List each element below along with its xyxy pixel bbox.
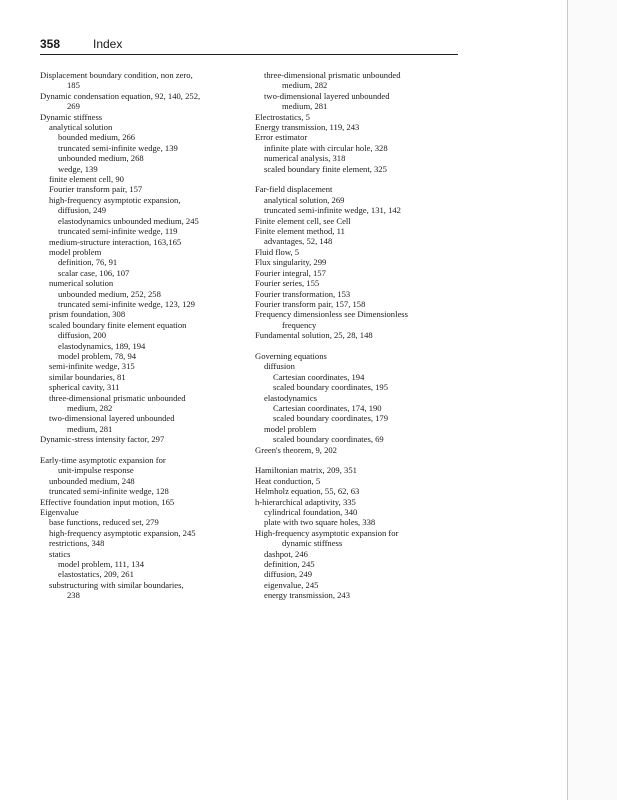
index-entry: Early-time asymptotic expansion for	[40, 455, 166, 466]
header-rule	[40, 54, 458, 55]
index-entry: Dynamic-stress intensity factor, 297	[40, 434, 165, 445]
page-number: 358	[40, 37, 61, 51]
index-entry: two-dimensional layered unbounded	[264, 90, 390, 101]
page-edge-rule	[567, 0, 568, 800]
index-entry: base functions, reduced set, 279	[49, 517, 159, 528]
index-entry: elastodynamics	[264, 392, 317, 403]
index-entry: dynamic stiffness	[282, 538, 343, 549]
index-group-gap	[255, 455, 465, 465]
index-entry: numerical solution	[49, 278, 114, 289]
index-entry: scaled boundary coordinates, 195	[273, 382, 389, 393]
running-head: Index	[93, 37, 123, 51]
index-entry: spherical cavity, 311	[49, 382, 120, 393]
index-entry: Effective foundation input motion, 165	[40, 496, 175, 507]
index-entry: Frequency dimensionless see Dimensionless	[255, 309, 408, 320]
index-entry: truncated semi-infinite wedge, 139	[58, 142, 178, 153]
index-entry: semi-infinite wedge, 315	[49, 361, 135, 372]
index-entry: Error estimator	[255, 132, 308, 143]
index-entry: infinite plate with circular hole, 328	[264, 142, 388, 153]
index-entry: analytical solution	[49, 122, 113, 133]
index-entry: model problem, 78, 94	[58, 350, 137, 361]
index-entry: Flux singularity, 299	[255, 257, 327, 268]
index-entry: elastodynamics unbounded medium, 245	[58, 215, 199, 226]
index-entry: model problem, 111, 134	[58, 559, 145, 570]
index-entry: h-hierarchical adaptivity, 335	[255, 496, 356, 507]
index-entry: unit-impulse response	[58, 465, 134, 476]
index-entry: numerical analysis, 318	[264, 153, 346, 164]
index-entry: truncated semi-infinite wedge, 131, 142	[264, 205, 401, 216]
index-entry: medium, 281	[67, 423, 113, 434]
index-entry: definition, 76, 91	[58, 257, 118, 268]
index-entry: Electrostatics, 5	[255, 111, 310, 122]
index-entry: model problem	[264, 423, 317, 434]
index-entry: Energy transmission, 119, 243	[255, 122, 360, 133]
index-group-gap	[255, 341, 465, 351]
index-entry: eigenvalue, 245	[264, 579, 319, 590]
index-entry: Finite element method, 11	[255, 226, 345, 237]
index-entry: medium-structure interaction, 163,165	[49, 236, 182, 247]
index-entry: Governing equations	[255, 350, 327, 361]
index-entry: scaled boundary finite element equation	[49, 319, 187, 330]
index-entry: plate with two square holes, 338	[264, 517, 376, 528]
index-entry: high-frequency asymptotic expansion, 245	[49, 527, 196, 538]
index-entry: Fourier series, 155	[255, 278, 320, 289]
index-entry: Fourier transformation, 153	[255, 288, 351, 299]
index-entry: three-dimensional prismatic unbounded	[264, 70, 401, 80]
index-entry: unbounded medium, 252, 258	[58, 288, 161, 299]
index-entry: Dynamic condensation equation, 92, 140, 252,	[40, 90, 201, 101]
index-entry: two-dimensional layered unbounded	[49, 413, 175, 424]
index-entry: dashpot, 246	[264, 548, 308, 559]
index-entry: Fourier transform pair, 157, 158	[255, 298, 366, 309]
index-entry: 269	[67, 101, 80, 112]
index-entry: model problem	[49, 246, 102, 257]
page-margin-shade	[568, 0, 617, 800]
index-column-left	[40, 70, 250, 601]
index-entry: restrictions, 348	[49, 538, 105, 549]
index-entry: scaled boundary finite element, 325	[264, 163, 387, 174]
index-entry: diffusion	[264, 361, 295, 372]
index-entry: truncated semi-infinite wedge, 123, 129	[58, 298, 195, 309]
index-entry: diffusion, 200	[58, 330, 107, 341]
index-entry: Fourier transform pair, 157	[49, 184, 143, 195]
index-entry: Heat conduction, 5	[255, 475, 321, 486]
index-entry: statics	[49, 548, 71, 559]
index-entry: elastostatics, 209, 261	[58, 569, 134, 580]
index-entry: Eigenvalue	[40, 507, 79, 518]
index-entry: unbounded medium, 268	[58, 153, 144, 164]
index-entry: elastodynamics, 189, 194	[58, 340, 146, 351]
index-entry: truncated semi-infinite wedge, 119	[58, 226, 178, 237]
index-entry: definition, 245	[264, 559, 315, 570]
index-group-gap	[40, 445, 250, 455]
index-entry: analytical solution, 269	[264, 194, 345, 205]
index-group-gap	[255, 174, 465, 184]
index-entry: medium, 282	[282, 80, 328, 91]
index-entry: finite element cell, 90	[49, 174, 124, 185]
index-entry: wedge, 139	[58, 163, 98, 174]
index-entry: Displacement boundary condition, non zero,	[40, 70, 193, 80]
index-entry: bounded medium, 266	[58, 132, 136, 143]
index-entry: advantages, 52, 148	[264, 236, 333, 247]
index-entry: Fourier integral, 157	[255, 267, 326, 278]
index-entry: substructuring with similar boundaries,	[49, 579, 184, 590]
index-entry: scalar case, 106, 107	[58, 267, 130, 278]
index-entry: 238	[67, 590, 80, 601]
index-entry: medium, 282	[67, 403, 113, 413]
index-entry: Cartesian coordinates, 194	[273, 371, 365, 382]
index-entry: medium, 281	[282, 101, 328, 112]
index-entry: Dynamic stiffness	[40, 111, 103, 122]
index-entry: frequency	[282, 319, 317, 330]
index-entry: energy transmission, 243	[264, 590, 351, 601]
index-entry: truncated semi-infinite wedge, 128	[49, 486, 169, 497]
index-entry: diffusion, 249	[58, 205, 107, 216]
index-entry: diffusion, 249	[264, 569, 313, 580]
index-entry: high-frequency asymptotic expansion,	[49, 194, 181, 205]
index-entry: unbounded medium, 248	[49, 475, 135, 486]
index-entry: Cartesian coordinates, 174, 190	[273, 402, 382, 413]
index-entry: cylindrical foundation, 340	[264, 507, 358, 518]
index-entry: Far-field displacement	[255, 184, 333, 195]
index-entry: Fundamental solution, 25, 28, 148	[255, 330, 373, 341]
index-entry: similar boundaries, 81	[49, 371, 126, 382]
index-entry: Helmholz equation, 55, 62, 63	[255, 486, 360, 497]
index-entry: Finite element cell, see Cell	[255, 215, 351, 226]
index-entry: three-dimensional prismatic unbounded	[49, 392, 186, 403]
index-column-right	[255, 70, 465, 601]
index-entry: prism foundation, 308	[49, 309, 126, 320]
index-entry: High-frequency asymptotic expansion for	[255, 527, 399, 538]
index-entry: Green's theorem, 9, 202	[255, 444, 337, 455]
index-entry: scaled boundary coordinates, 179	[273, 413, 389, 424]
index-entry: scaled boundary coordinates, 69	[273, 434, 384, 445]
index-entry: Fluid flow, 5	[255, 246, 300, 257]
index-entry: 185	[67, 80, 80, 91]
page-header	[40, 37, 458, 55]
index-entry: Hamiltonian matrix, 209, 351	[255, 465, 357, 476]
